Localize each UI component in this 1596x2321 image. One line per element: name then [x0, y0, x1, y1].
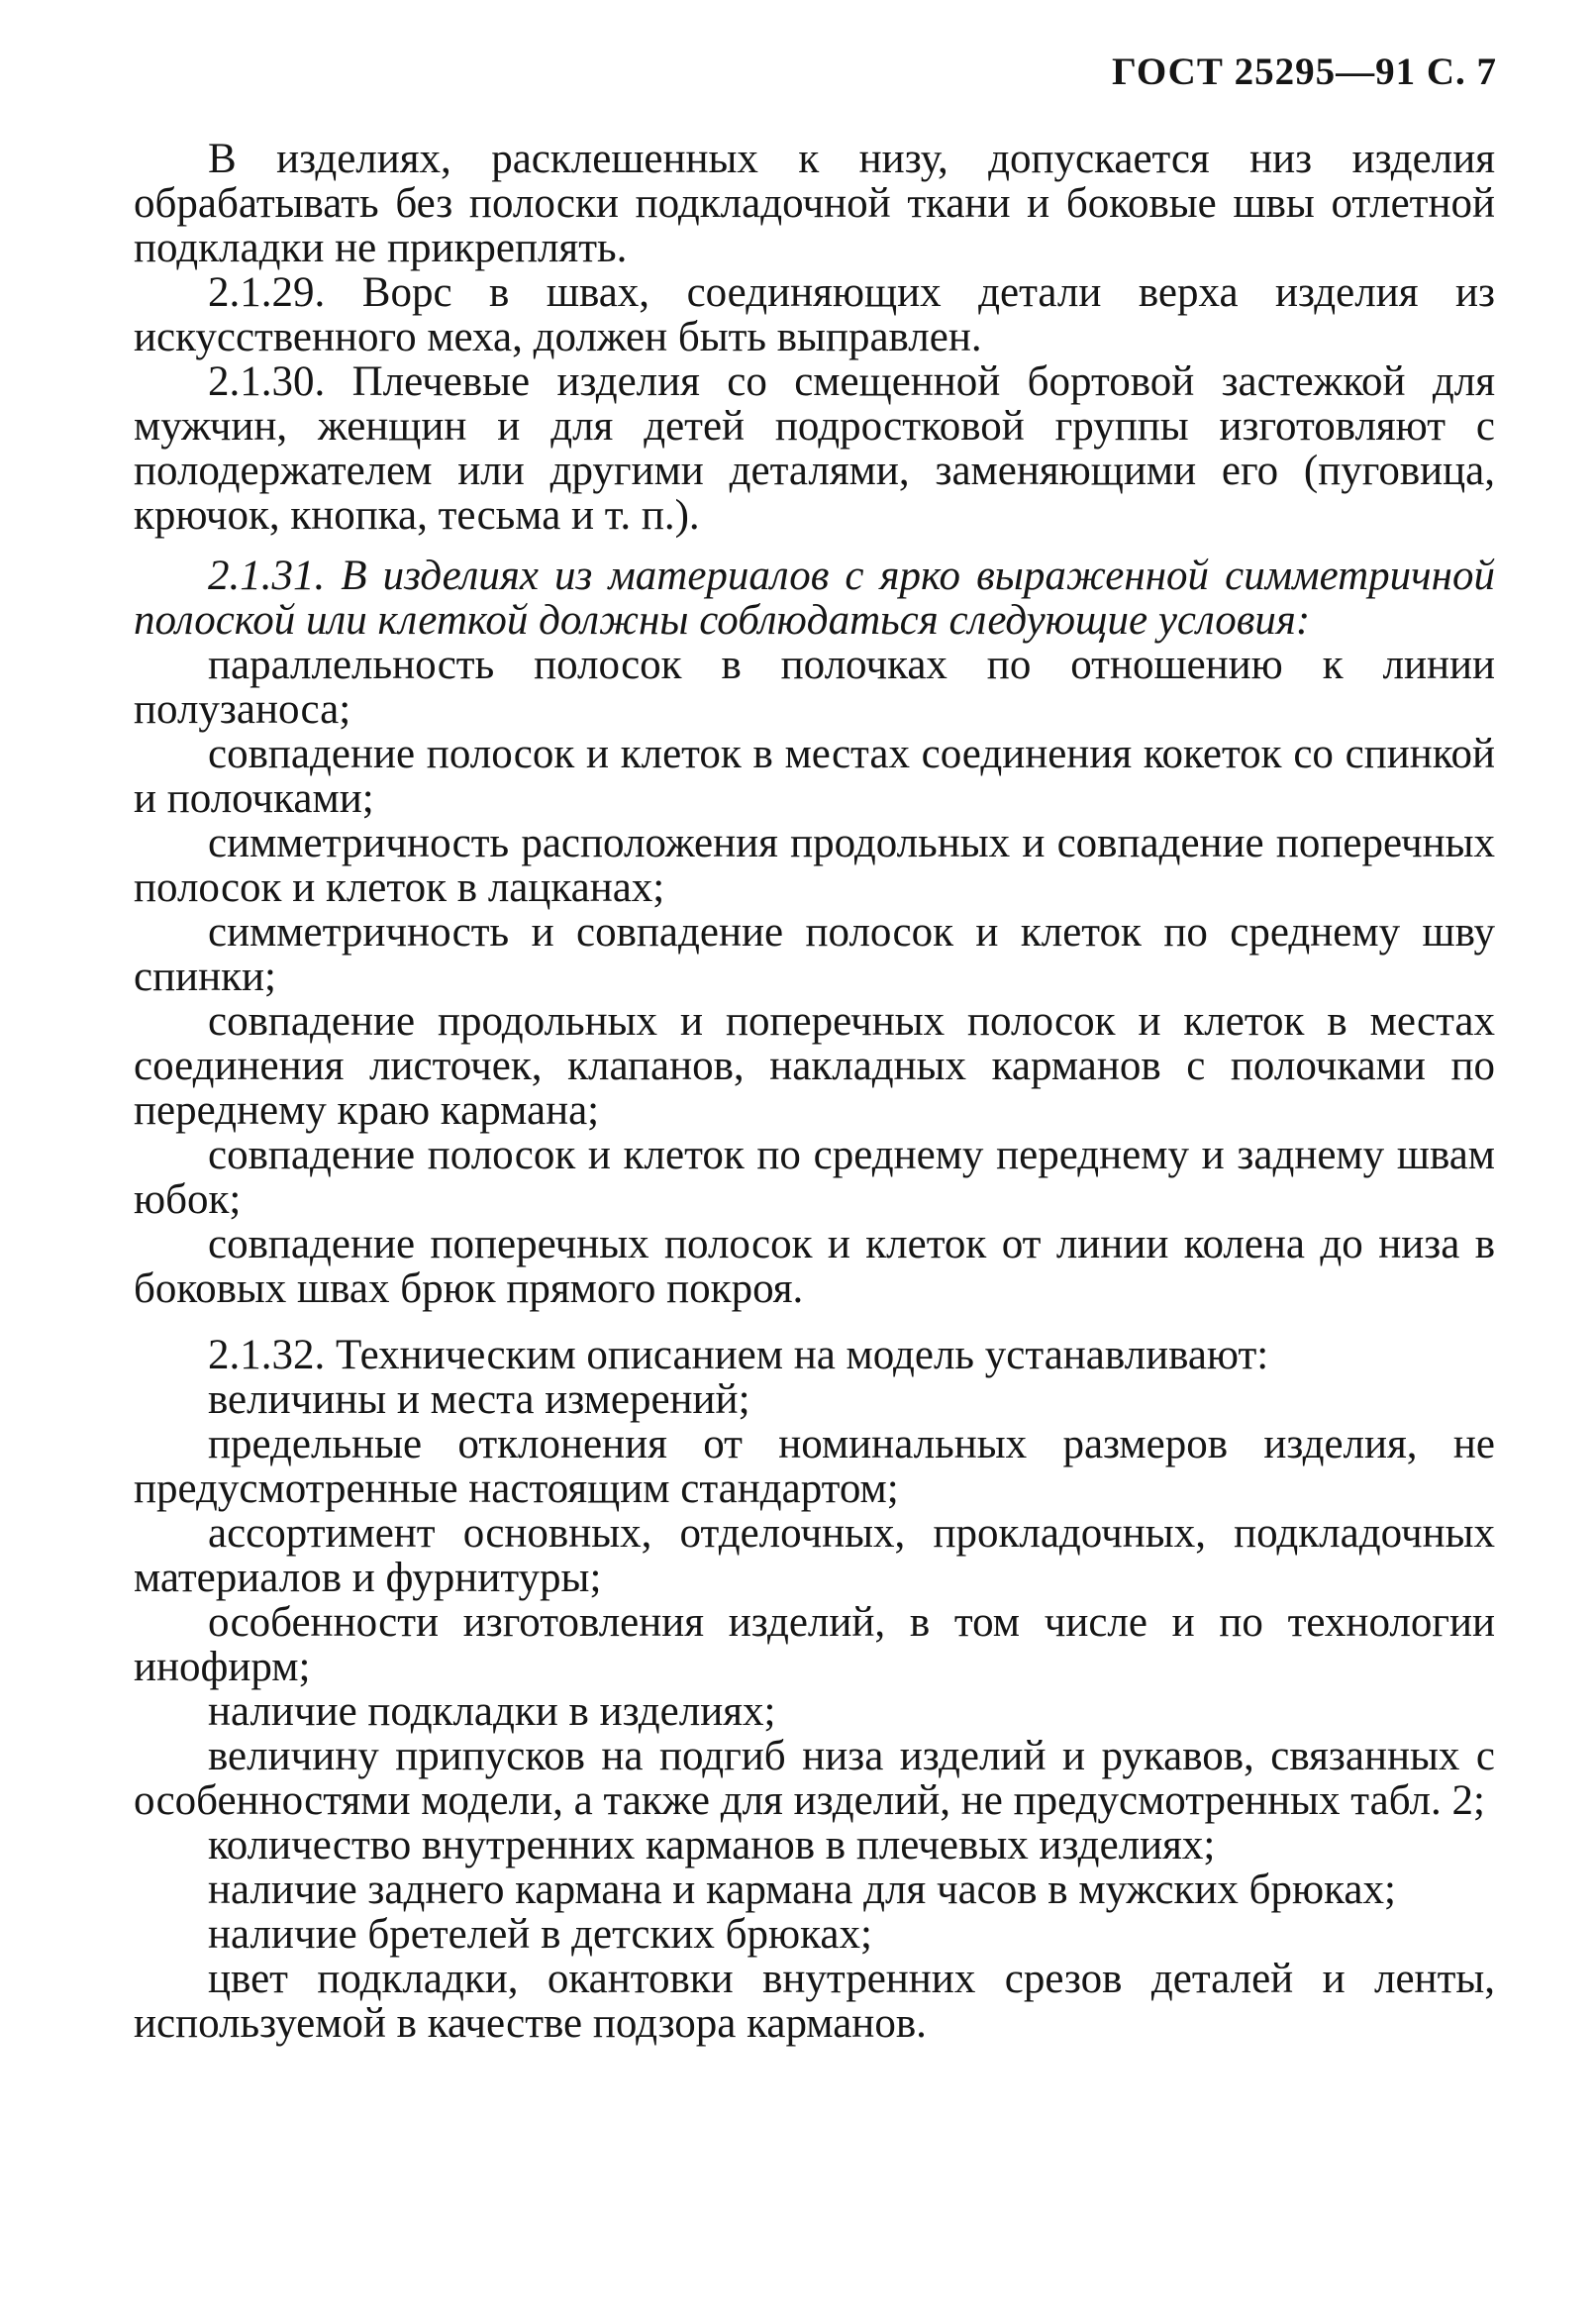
list-item: цвет подкладки, окантовки внутренних срезов деталей и ленты, используемой в качестве подзора карманов.	[134, 1956, 1495, 2047]
running-header: ГОСТ 25295—91 С. 7	[1112, 50, 1497, 93]
list-item: наличие заднего кармана и кармана для часов в мужских брюках;	[208, 1867, 1396, 1913]
list-item: совпадение полосок и клеток в местах соединения кокеток со спинкой и полочками;	[134, 731, 1495, 822]
list-item: совпадение полосок и клеток по среднему переднему и заднему швам юбок;	[134, 1132, 1495, 1223]
clause-2-1-31: 2.1.31. В изделиях из материалов с ярко выраженной симметричной полоской или клеткой должны соблюдаться следующие условия:	[134, 553, 1495, 644]
list-item: количество внутренних карманов в плечевых изделиях;	[208, 1822, 1216, 1868]
list-item: симметричность расположения продольных и совпадение поперечных полосок и клеток в лацканах;	[134, 820, 1495, 911]
list-item: совпадение продольных и поперечных полосок и клеток в местах соединения листочек, клапанов, накладных карманов с полочками по переднему краю кармана;	[134, 998, 1495, 1134]
list-item: величины и места измерений;	[208, 1376, 750, 1423]
clause-2-1-29: 2.1.29. Ворс в швах, соединяющих детали верха изделия из искусственного меха, должен быть выправлен.	[134, 269, 1495, 360]
list-item: величину припусков на подгиб низа изделий и рукавов, связанных с особенностями модели, а также для изделий, не предусмотренных табл. 2;	[134, 1733, 1495, 1824]
list-item: наличие подкладки в изделиях;	[208, 1688, 776, 1735]
list-item: симметричность и совпадение полосок и клеток по среднему шву спинки;	[134, 909, 1495, 1000]
list-item: параллельность полосок в полочках по отношению к линии полузаноса;	[134, 642, 1495, 733]
document-body	[134, 137, 1495, 2046]
paragraph: В изделиях, расклешенных к низу, допускается низ изделия обрабатывать без полоски подкладочной ткани и боковые швы отлетной подкладки не прикреплять.	[134, 136, 1495, 271]
list-item: наличие бретелей в детских брюках;	[208, 1911, 872, 1958]
clause-2-1-30: 2.1.30. Плечевые изделия со смещенной бортовой застежкой для мужчин, женщин и для детей подростковой группы изготовляют с полодержателем или другими деталями, заменяющими его (пуговица, крючок, кнопка, тесьма и т. п.).	[134, 358, 1495, 539]
list-item: ассортимент основных, отделочных, прокладочных, подкладочных материалов и фурнитуры;	[134, 1510, 1495, 1601]
clause-2-1-32: 2.1.32. Техническим описанием на модель устанавливают:	[208, 1332, 1269, 1378]
list-item: совпадение поперечных полосок и клеток от линии колена до низа в боковых швах брюк прямого покроя.	[134, 1221, 1495, 1312]
list-item: особенности изготовления изделий, в том числе и по технологии инофирм;	[134, 1599, 1495, 1690]
list-item: предельные отклонения от номинальных размеров изделия, не предусмотренные настоящим стандартом;	[134, 1421, 1495, 1512]
